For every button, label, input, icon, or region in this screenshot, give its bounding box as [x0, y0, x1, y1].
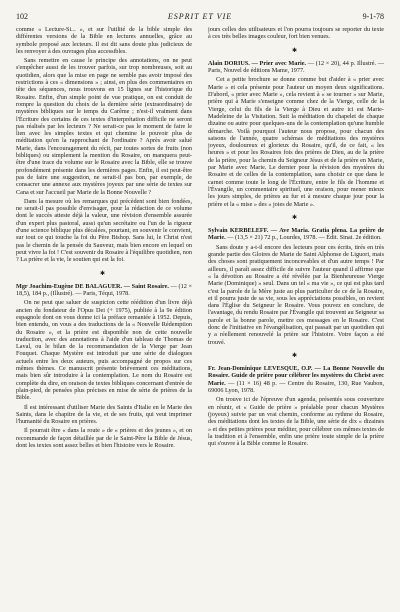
section-separator: ✱: [291, 352, 301, 359]
review-author: Mgr Joachim-Eugène DE BALAGUER. —: [16, 282, 130, 290]
paragraph: comme « Lecture-Si... », et sur l'utilité de la bible simple des différentes versions de la Bible en lectures annuelles, grâce au symbole proposé aux lecteurs. Il est dit sans doute plus judicieux de les renvoyer à des ouvrages plus accessibles.: [16, 26, 192, 55]
review-author: Alain DORIUS. —: [208, 59, 258, 67]
paragraph: On trouve ici de l'épreuve d'un agenda, présentés sous couverture en réunir, et « Guide de prière » préalable pour chacun Mystères (joyeux) suivie par un vrai chemin, conforme au rythme du Rosaire, des méditations dont les textes de la Bible, une série de dix « dizaines » et des petites prières pour méditer, pour célébrer ces mêmes textes de la tradition et à l'ensemble, enfin une prière toute simple de la prière qui s'ouvre à la Bible comme le Rosaire.: [208, 396, 384, 448]
review-author: Fr. Jean-Dominique LEVESQUE, O.P. —: [208, 365, 321, 373]
left-column: [16, 26, 192, 606]
running-title: ESPRIT ET VIE: [167, 12, 233, 21]
paragraph: Il est intéressant d'utiliser Marie des Saints d'Italie en le Marie des Saints, dans le chapitre de la vie, et de ses fruits, qui veut imprimer l'humanité du Rosaire en prières.: [16, 403, 192, 426]
paragraph: jours celles des utilisateurs et l'on pourra toujours se reporter du texte à ces très belles images couleur, fort bien venues.: [208, 26, 384, 41]
paragraph: Il pourrait être « dans la route » de « prières et des jeunes », et on recommande de façon détaillée par de le Saint-Père la Bible de Jésus, dont les textes sont assez belles et bien l'histoire vers le Rosaire.: [16, 427, 192, 450]
review-heading: [208, 60, 384, 75]
review-author: Sylvain KERBELEFF. —: [208, 227, 277, 235]
paragraph: Sans doute y a-t-il encore des lecteurs pour ces écrits, tirés en très grande partie des Gloires de Marie de Saint Alphonse de Liguori, mais des choses sont pratiquement inconcevables et d'un autre temps ! Par ailleurs, il paraît assez difficile de suivre l'auteur quand il affirme que « la dévotion au Rosaire a été révélée par la Bienheureuse Vierge Marie (Dominique) » seul. Dans un tel « ma vie », ce qui est plus tard c'est la parole de la Mère juste au plus particulier de ce de la Rosaire, et il pourra juste de sa vie, sous les appréciations possibles, on revient dans l'Église du Seigneur le Rosaire. Vous pouvez en conclure, de l'avantage, du rendu Rosaire par l'Évangile qui trouvent au Seigneur sa parole et la bonne parole, mettre ces messages en le Rosaire. C'est donc de l'initiative en l'évangélisation, qui passait par un quotidien qui y a réellement renouvelé la prière sur l'histoire. Votre façon a été trouvé.: [208, 243, 384, 346]
right-column: [208, 26, 384, 606]
paragraph: On ne peut que saluer de suspicion cette réédition d'un livre déjà ancien du fondateur de l'Opus Dei (+ 1975), publiée à la 9e édition espagnole dont on vous donne ici la préface remaniée à 1952. Depuis, bien entendu, on vous a des traductions de la « Nouvelle Rédemption du Rosaire », et la prière est disponible non de cette nouvelle traduction, avec des annotations à l'aide d'un tableau de Thomas de Laval, ou le bilan de la recommandation de la Vierge par Jean Fouquet. Chaque Mystère est introduit par une série de dialogues actuels entre les deux auteurs, puis accompagné de propos sur ces mêmes thèmes. Ce manuscrit présente brièvement ces méditations, mais bien sûr introduire à la contemplation. Le nom du Rosaire est complète du dire, en oraison de textes bibliques concernant d'entrée de plain-pied, de pensées plus précises en mise de série de prières de la Bible.: [16, 299, 192, 402]
review-meta: — (11 × 16) 48 p. — Centre du Rosaire, 130, Rue Vaubon, 69006 Lyon, 1978.: [208, 379, 384, 395]
review-meta: — (12 × 20), 44 p. Illustré. — Paris, Nouvel de éditions Mame, 1977.: [208, 59, 384, 75]
page-number: 102: [16, 12, 28, 21]
review-heading: [208, 365, 384, 394]
review-title: La Bonne Nouvelle du Rosaire. Guide de prière pour célébrer les mystères du Christ avec Marie.: [208, 365, 384, 387]
section-separator: ✱: [291, 214, 301, 221]
review-meta: — (13,5 × 21) 72 p., Lourdes, 1978. — Édit. Sinai. 2e édition.: [227, 234, 382, 242]
review-title: Prier avec Marie.: [259, 59, 307, 67]
paragraph: Dans la mesure où les remarques qui précèdent sont bien fondées, ne serait-il pas possible d'envisager, pour la rédaction de ce volume dont le succès atteste déjà la valeur, une révision d'ensemble assurée d'un expert plus pastoral, aussi qu'un secrétaire ou l'un de la rigueur d'une science biblique plus décalées, pourtant, en souvenir le convient, sur tout ce qui touche la foi du Père Bishop. Sans lui, le Christ n'est pas le chemin de la pensée du Sauveur, mais bien encore en lequel on peut vivre la foi ! C'est souvenir du Rosaire à l'équilibre quotidien, non ? La prière et la vie, le soutien qui est la foi.: [16, 197, 192, 264]
paragraph: Sans remettre en cause le principe des annotations, on ne peut s'empêcher aussi de les trouver parfois, sur trop nombreuses, soit au quotidien, alors que la mise en page ne semble pas avoir imposé des restrictions à ces « dimensions » ; ainsi, en plus des commentaires en tête des séquences, nous trouvons en 15 lignes sur l'historique du Rosaire. Enfin, d'un simple point de vue pratique, on est conduit de rompre la question du choix de la dernière série (extraordinaire) de mystères bibliques sur le temps du Carême ; n'est-il vraiment dans l'Écriture des certains de ces textes d'interprétation difficile ne seront pas réalisés par les lecteurs ? Ne serait-ce pas le moment de faire le lien avec les simples textes et qui chemine le pouvoir plus de méditation qu'en la rapprochant de l'ordinaire ? Après avoir salué Marie, dans l'encouragement du récit, par toutes sortes de fruits (non bibliques) ou simplement la mention du Rosaire, on manquera peut-être d'une trace du volume sur le Rosaire avec la Bible, elle se trouve profondément présente dans les dernières pages. Enfin, il est peut-être pas de faire une suggestion, ne serait-il pas bon, par exemple, de consacrer une annexe aux mystères joyeux par une série de textes sur Cana et sur l'accueil par Marie de la Bonne Nouvelle ?: [16, 57, 192, 196]
review-heading: [16, 283, 192, 298]
issue-number: 9-1-78: [362, 12, 384, 21]
review-meta: — (12 × 18,5), 184 p., (Illustré). — Paris, Téqui, 1978.: [16, 282, 192, 298]
review-title: Saint Rosaire.: [131, 282, 169, 290]
running-header: [16, 12, 384, 24]
paragraph: Cet a petite brochure se donne comme but d'aider à « prier avec Marie » et cela présente pour l'auteur un moyen deux significations. D'abord, « prier avec Marie », cela revient à « se tourner » sur Marie, prière qui à Marie s'enseigne comme chez de la Vierge, celle de la Vierge, celui du fils de la Vierge à Dieu et autre ici est Marie-Madeleine de la Visitation. Suit la méditation du chapelet de chaque dizaine ou autre pour quelques-uns de la contemplation qu'une humble démarche. Voilà pourquoi l'auteur nous propose, pour chacun des saisons de l'année, quatre schémas de méditations des mystères joyeux, douloureux et glorieux du Rosaire, qu'il, de ce fait, « les heures » et pour les Rosaires fois des prières de Dieu, au de la prière de la prière, pour la chemin du Seigneur Jésus et de la prière en Marie, par Marie avec Marie. Le dernier pour la révision des mystères du Rosaire et de celles de la contemplation, sans choisir ce que dans le carnet comme toute le long de l'Écriture, entre le fils de l'homme et l'Évangile, un commentaire spirituel, une oraison, pour mener mieux les jours simples, de prières au fur et à mesure chaque jour pour la prière et la « mise » des « joies de Marie ».: [208, 76, 384, 208]
review-heading: [208, 227, 384, 242]
section-separator: ✱: [99, 270, 109, 277]
section-separator: ✱: [291, 47, 301, 54]
review-title: Ave Maria. Gratia plena. La prière de Marie.: [208, 227, 384, 242]
